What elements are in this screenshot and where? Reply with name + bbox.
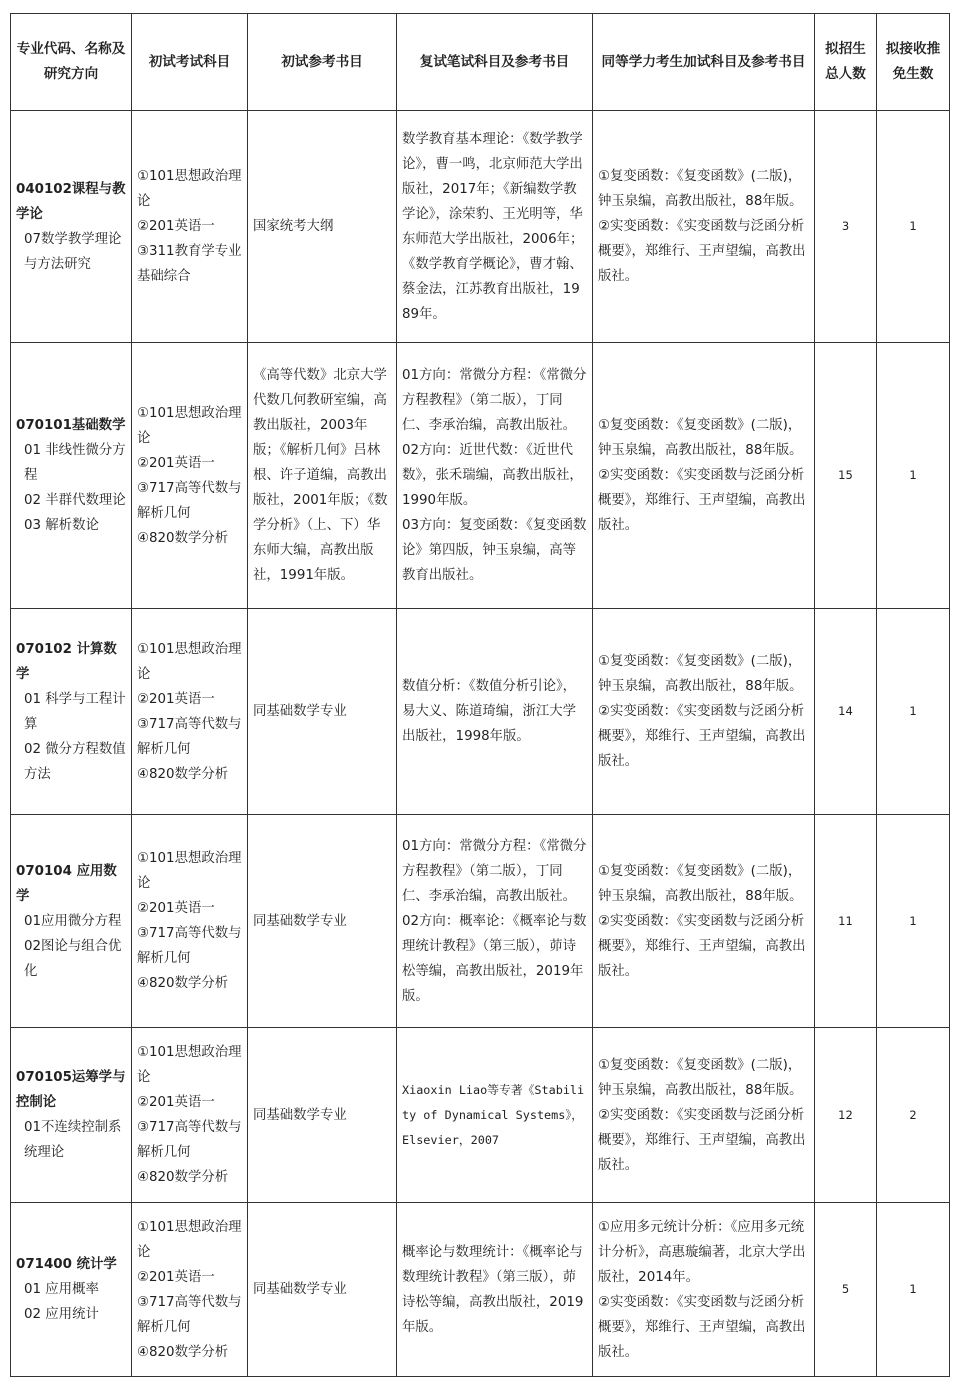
major-code: 070102 计算数学 — [16, 641, 117, 682]
exam-cell — [132, 343, 248, 609]
research-direction: 01 非线性微分方程 — [24, 443, 126, 483]
retest-cell — [397, 343, 593, 609]
exam-subject: ①101思想政治理论 — [137, 405, 242, 446]
major-code: 071400 统计学 — [16, 1257, 117, 1272]
major-code: 070101基础数学 — [16, 418, 126, 433]
header-major: 专业代码、名称及研究方向 — [11, 14, 132, 111]
extra-cell — [593, 111, 815, 343]
extra-item: ①复变函数：《复变函数》(二版)，钟玉泉编，高教出版社，88年版。 — [598, 418, 803, 458]
exam-cell — [132, 1203, 248, 1377]
header-extra: 同等学力考生加试科目及参考书目 — [593, 14, 815, 111]
extra-item: ①复变函数：《复变函数》(二版)，钟玉泉编，高教出版社，88年版。 — [598, 169, 803, 209]
plan-count: 11 — [815, 815, 877, 1028]
exam-subject: ④820数学分析 — [137, 976, 229, 991]
ref-cell: 同基础数学专业 — [248, 1028, 397, 1203]
retest-item: 02方向：近世代数：《近世代数》，张禾瑞编，高教出版社，1990年版。 — [402, 443, 583, 508]
research-direction: 01不连续控制系统理论 — [24, 1120, 122, 1160]
extra-cell — [593, 1028, 815, 1203]
research-direction: 07数学教学理论与方法研究 — [24, 231, 122, 272]
exam-subject: ③717高等代数与解析几何 — [137, 926, 242, 966]
research-direction: 01 科学与工程计算 — [24, 691, 126, 732]
extra-item: ②实变函数：《实变函数与泛函分析概要》，郑维行、王声望编，高教出版社。 — [598, 704, 806, 769]
retest-item: 数学教育基本理论：《数学教学论》，曹一鸣，北京师范大学出版社，2017年；《新编数学教学论》，涂荣豹、王光明等，华东师范大学出版社，2006年；《数学教育学概论》，曹才翰、蔡金法，江苏教育出版社，1989年。 — [402, 131, 584, 322]
research-direction: 03 解析数论 — [24, 518, 99, 533]
exam-subject: ④820数学分析 — [137, 530, 229, 546]
extra-item: ②实变函数：《实变函数与泛函分析概要》，郑维行、王声望编，高教出版社。 — [598, 219, 806, 284]
retest-cell — [397, 609, 593, 815]
retest-item: Xiaoxin Liao等专著《Stability of Dynamical Systems》，Elsevier，2007 — [402, 1082, 585, 1147]
ref-cell: 同基础数学专业 — [248, 609, 397, 815]
major-cell — [11, 1203, 132, 1377]
extra-cell — [593, 609, 815, 815]
exam-subject: ②201英语一 — [137, 1269, 215, 1285]
retest-item: 03方向：复变函数：《复变函数论》第四版，钟玉泉编，高等教育出版社。 — [402, 518, 587, 583]
exam-subject: ①101思想政治理论 — [137, 641, 242, 682]
exam-subject: ④820数学分析 — [137, 1344, 229, 1360]
exam-subject: ①101思想政治理论 — [137, 1219, 242, 1260]
major-code: 040102课程与教学论 — [16, 181, 126, 222]
extra-cell — [593, 343, 815, 609]
research-direction: 02图论与组合优化 — [24, 938, 122, 979]
research-direction: 02 微分方程数值方法 — [24, 741, 126, 782]
plan-count: 12 — [815, 1028, 877, 1203]
major-code: 070104 应用数学 — [16, 863, 117, 904]
table-row — [11, 609, 950, 815]
extra-item: ①复变函数：《复变函数》(二版)，钟玉泉编，高教出版社，88年版。 — [598, 1057, 803, 1098]
retest-cell — [397, 111, 593, 343]
exempt-count: 1 — [877, 343, 950, 609]
major-cell — [11, 609, 132, 815]
extra-item: ①复变函数：《复变函数》(二版)，钟玉泉编，高教出版社，88年版。 — [598, 863, 803, 904]
ref-cell: 国家统考大纲 — [248, 111, 397, 343]
exam-cell — [132, 815, 248, 1028]
exam-subject: ①101思想政治理论 — [137, 851, 242, 891]
header-row — [11, 14, 950, 111]
exam-subject: ③717高等代数与解析几何 — [137, 1294, 242, 1335]
major-cell — [11, 815, 132, 1028]
exempt-count: 1 — [877, 1203, 950, 1377]
research-direction: 01应用微分方程 — [24, 913, 122, 929]
plan-count: 5 — [815, 1203, 877, 1377]
table-row — [11, 111, 950, 343]
exam-subject: ②201英语一 — [137, 219, 215, 234]
plan-count: 15 — [815, 343, 877, 609]
extra-cell — [593, 815, 815, 1028]
extra-item: ②实变函数：《实变函数与泛函分析概要》，郑维行、王声望编，高教出版社。 — [598, 1107, 806, 1173]
major-cell — [11, 343, 132, 609]
plan-count: 3 — [815, 111, 877, 343]
exam-cell — [132, 609, 248, 815]
major-cell — [11, 111, 132, 343]
retest-cell — [397, 815, 593, 1028]
admissions-table — [10, 13, 950, 1377]
header-plan: 拟招生总人数 — [815, 14, 877, 111]
extra-item: ①复变函数：《复变函数》(二版)，钟玉泉编，高教出版社，88年版。 — [598, 654, 803, 694]
exam-cell — [132, 1028, 248, 1203]
ref-cell: 《高等代数》北京大学代数几何教研室编，高教出版社，2003年版；《解析几何》吕林根、许子道编，高教出版社，2001年版；《数学分析》（上、下）华东师大编，高教出版社，1991年版。 — [248, 343, 397, 609]
exempt-count: 1 — [877, 815, 950, 1028]
exempt-count: 1 — [877, 111, 950, 343]
table-row — [11, 1203, 950, 1377]
extra-item: ①应用多元统计分析：《应用多元统计分析》，高惠璇编著，北京大学出版社，2014年。 — [598, 1219, 806, 1285]
research-direction: 02 应用统计 — [24, 1307, 99, 1322]
table-row — [11, 343, 950, 609]
exam-subject: ④820数学分析 — [137, 766, 229, 782]
exam-subject: ①101思想政治理论 — [137, 1045, 242, 1085]
retest-cell — [397, 1028, 593, 1203]
research-direction: 01 应用概率 — [24, 1282, 99, 1297]
extra-item: ②实变函数：《实变函数与泛函分析概要》，郑维行、王声望编，高教出版社。 — [598, 468, 806, 533]
retest-item: 02方向：概率论：《概率论与数理统计教程》（第三版），茆诗松等编，高教出版社，2019年版。 — [402, 913, 587, 1004]
plan-count: 14 — [815, 609, 877, 815]
retest-item: 01方向：常微分方程：《常微分方程教程》（第二版），丁同仁、李承治编，高教出版社。 — [402, 368, 587, 433]
exam-subject: ③311教育学专业基础综合 — [137, 244, 242, 284]
extra-item: ②实变函数：《实变函数与泛函分析概要》，郑维行、王声望编，高教出版社。 — [598, 913, 806, 979]
retest-cell — [397, 1203, 593, 1377]
exam-subject: ③717高等代数与解析几何 — [137, 716, 242, 757]
exam-subject: ②201英语一 — [137, 1095, 215, 1110]
ref-cell: 同基础数学专业 — [248, 815, 397, 1028]
header-exempt: 拟接收推免生数 — [877, 14, 950, 111]
major-code: 070105运筹学与控制论 — [16, 1070, 126, 1110]
table-row — [11, 815, 950, 1028]
table-row — [11, 1028, 950, 1203]
retest-item: 概率论与数理统计：《概率论与数理统计教程》（第三版），茆诗松等编，高教出版社，2019年版。 — [402, 1244, 584, 1335]
exempt-count: 2 — [877, 1028, 950, 1203]
header-retest: 复试笔试科目及参考书目 — [397, 14, 593, 111]
header-exam: 初试考试科目 — [132, 14, 248, 111]
extra-cell — [593, 1203, 815, 1377]
major-cell — [11, 1028, 132, 1203]
exempt-count: 1 — [877, 609, 950, 815]
exam-subject: ④820数学分析 — [137, 1170, 229, 1185]
exam-cell — [132, 111, 248, 343]
exam-subject: ③717高等代数与解析几何 — [137, 480, 242, 521]
exam-subject: ②201英语一 — [137, 901, 215, 916]
retest-item: 01方向：常微分方程：《常微分方程教程》（第二版），丁同仁、李承治编，高教出版社。 — [402, 838, 587, 904]
exam-subject: ②201英语一 — [137, 691, 215, 707]
research-direction: 02 半群代数理论 — [24, 493, 126, 508]
header-ref: 初试参考书目 — [248, 14, 397, 111]
extra-item: ②实变函数：《实变函数与泛函分析概要》，郑维行、王声望编，高教出版社。 — [598, 1294, 806, 1360]
ref-cell: 同基础数学专业 — [248, 1203, 397, 1377]
exam-subject: ③717高等代数与解析几何 — [137, 1120, 242, 1160]
exam-subject: ②201英语一 — [137, 455, 215, 471]
exam-subject: ①101思想政治理论 — [137, 169, 242, 209]
retest-item: 数值分析：《数值分析引论》，易大义、陈道琦编，浙江大学出版社，1998年版。 — [402, 679, 577, 744]
